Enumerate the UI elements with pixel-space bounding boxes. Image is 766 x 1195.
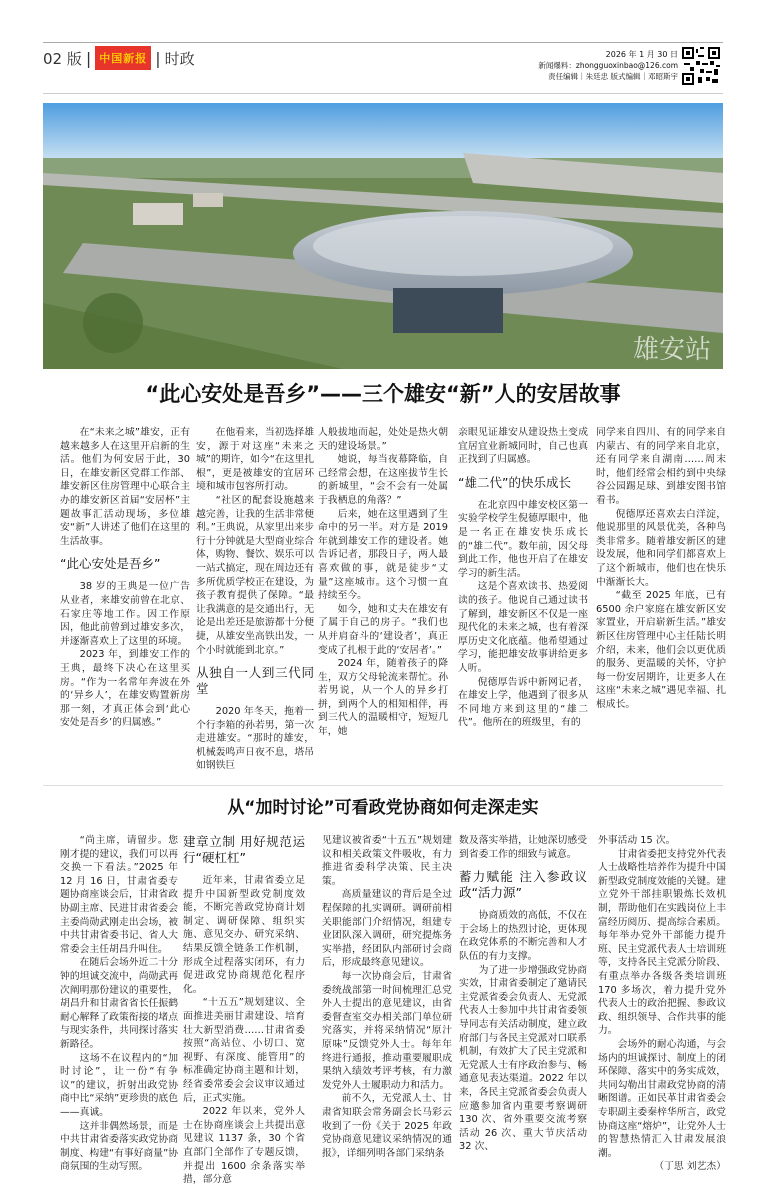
article2-column [60, 834, 178, 1174]
article-1-headline: “此心安处是吾乡”——三个雄安“新”人的安居故事 [145, 382, 621, 406]
article2-column [322, 834, 452, 1160]
article2-column [459, 834, 587, 1154]
section-name: 时政 [164, 49, 195, 68]
paragraph: 在随后会场外近二十分钟的坦诚交流中，尚勋武再次阐明那份建议的重要性，胡昌升和甘肃省省长任振鹤耐心解释了政策衔接的堵点与现实条件，共同探讨落实新路径。 [60, 957, 178, 1050]
paragraph: 前不久，无党派人士、甘肃省知联会常务副会长马彩云收到了一份《关于 2025 年政党协商意见建议采纳情况的通报》，详细列明各部门采纳条 [322, 1093, 452, 1159]
paragraph: “截至 2025 年底，已有 6500 余户家庭在雄安新区安家置业，开启崭新生活。”雄安新区住房管理中心主任陆长明介绍，未来，他们会以更优质的服务、更温暖的关怀，守护每一份安居期许，让更多人在这座“未来之城”遇见幸福、扎根成长。 [596, 590, 726, 710]
paragraph: 见建议被省委“十五五”规划建议和相关政策文件吸收，有力推进省委科学决策、民主决策。 [322, 835, 452, 887]
paragraph: 38 岁的王典是一位广告从业者，来雄安前曾在北京、石家庄等地工作。因工作原因，他此前曾到过雄安多次，并逐渐喜欢上了这里的环境。 [60, 581, 190, 647]
paragraph: 如今，她和丈夫在雄安有了属于自己的房子。“我们也从并肩奋斗的‘建设者’，真正变成了扎根于此的‘安居者’。” [318, 603, 448, 656]
paragraph: 同学来自四川、有的同学来自内蒙古、有的同学来自北京，还有同学来自湖南……周末时，他们经常会相约到中央绿谷公园踢足球、到雄安图书馆看书。 [596, 427, 726, 506]
paragraph: 在“未来之城”雄安，正有越来越多人在这里开启新的生活。他们为何安居于此，30日，在雄安新区党群工作部、雄安新区住房管理中心联合主办的雄安新区首届“安居杯”主题故事汇活动现场，多位雄安“新”人讲述了他们在这里的生活故事。 [60, 427, 190, 547]
tipline: 新闻爆料：zhongguoxinbao@126.com [538, 61, 678, 70]
masthead [43, 46, 195, 70]
page-number: 02 版 [43, 49, 82, 68]
article-1-body [43, 426, 726, 773]
photo-watermark: 雄安站 [633, 335, 712, 365]
paragraph: “社区的配套设施越来越完善，让我的生活非常便利。”王典说，从家里出来步行十分钟就是大型商业综合体，购物、餐饮、娱乐可以一站式搞定，现在周边还有多所优质学校正在建设，为孩子教育提供了保障。“最让我满意的是交通出行，无论是出差还是旅游都十分便捷，从雄安坐高铁出发，一个小时就能到北京。” [196, 494, 314, 656]
paragraph: 这场不在议程内的“加时讨论”，让一份“有争议”的建议，折射出政党协商中比“采纳”更珍贵的底色——真诚。 [60, 1052, 178, 1118]
paragraph: 甘肃省委把支持党外代表人士战略性培养作为提升中国新型政党制度效能的关键。建立党外干部挂职锻炼长效机制，帮助他们在实践岗位上丰富经历阅历、提高综合素质。每年举办党外干部能力提升班、民主党派代表人士培训班等，支持各民主党派分阶段、有重点举办各级各类培训班 170 多场次，着力提升党外代表人士的政治把握、参政议政、组织领导、合作共事的能力。 [598, 848, 726, 1037]
subheading: 建章立制 用好规范运行“硬杠杠” [183, 834, 305, 866]
paragraph: “十五五”规划建议、全面推进美丽甘肃建设、培育壮大新型消费……甘肃省委按照“高站位、小切口、宽视野、有深度、能管用”的标准确定协商主题和计划，经省委常委会会议审议通过后，正式实施。 [183, 997, 305, 1104]
qr-code-icon [682, 47, 720, 85]
byline: （丁思 刘艺杰） [654, 1161, 726, 1173]
articles [43, 380, 726, 1195]
divider: | [85, 48, 92, 68]
edition-info [538, 49, 678, 82]
article2-column [598, 834, 726, 1174]
article2-column [183, 834, 305, 1187]
paragraph: 她说，每当夜幕降临，自己经常会想，在这座拔节生长的新城里，“会不会有一处属于我栖息的角落？” [318, 454, 448, 506]
paragraph: 2022 年以来，党外人士在协商座谈会上共提出意见建议 1137 条，30 个省直部门全部作了专题反馈，并提出 1600 余条落实举措，部分意 [183, 1106, 305, 1186]
paragraph: 倪德厚告诉中新网记者，在雄安上学，他遇到了很多从不同地方来到这里的“雄二代”。他所在的班级里，有的 [458, 676, 588, 729]
paragraph: 这并非偶然场景，而是中共甘肃省委落实政党协商制度、构建“有事好商量”协商氛围的生动写照。 [60, 1120, 178, 1173]
paragraph: 协商质效的高低，不仅在于会场上的热烈讨论，更体现在政党体系的不断完善和人才队伍的有力支撑。 [459, 910, 587, 963]
subheading: 从独自一人到三代同堂 [196, 665, 314, 697]
paragraph: 人般拔地而起，处处是热火朝天的建设场景。” [318, 427, 448, 452]
paragraph: 为了进一步增强政党协商实效，甘肃省委制定了邀请民主党派省委会负责人、无党派代表人士参加中共甘肃省委领导同志有关活动制度，建立政府部门与各民主党派对口联系机制，有效扩大了民主党派和无党派人士有序政治参与、畅通意见表达渠道。2022 年以来，各民主党派省委会负责人应邀参加省内重要考察调研 130 次、省外重要交流考察活动 26 次、重大节庆活动 32 次、 [459, 964, 587, 1153]
paragraph: 在他看来，当初选择雄安，源于对这座“未来之城”的期许，如今“在这里扎根”，更是被雄安的宜居环境和城市包容所打动。 [196, 427, 314, 493]
article-2-body [43, 834, 726, 1187]
header-rule [43, 93, 723, 94]
issue-date: 2026 年 1 月 30 日 [605, 50, 678, 59]
paragraph: 外事活动 15 次。 [598, 835, 676, 847]
news-photo [43, 103, 723, 369]
paragraph: 后来，她在这里遇到了生命中的另一半。对方是 2019 年就到雄安工作的建设者。她告诉记者，那段日子，两人最喜欢做的事，就是徒步“丈量”这座城市。这个习惯一直持续至今。 [318, 508, 448, 602]
paragraph: 近年来，甘肃省委立足提升中国新型政党制度效能，不断完善政党协商计划制定、调研保障、组织实施、意见交办、研究采纳、结果反馈全链条工作机制，形成全过程落实闭环，有力促进政党协商规范化程序化。 [183, 875, 305, 995]
paragraph: 2020 年冬天，拖着一个行李箱的孙若男，第一次走进雄安。“那时的雄安，机械轰鸣声日夜不息，塔吊如钢铁巨 [196, 706, 314, 772]
paragraph: 倪德厚还喜欢去白洋淀，他说那里的风景优美，各种鸟类非常多。随着雄安新区的建设发展，他和同学们都喜欢上了这个新城市，他们也在快乐中渐渐长大。 [596, 508, 726, 588]
paragraph: 2023 年，到雄安工作的王典，最终下决心在这里买房。“作为一名常年奔波在外的‘异乡人’，在雄安购置新房那一刻，才真正体会到‘此心安处是吾乡’的归属感。” [60, 649, 190, 729]
paragraph: 亲眼见证雄安从建设热土变成宜居宜业新城同时，自己也真正找到了归属感。 [458, 427, 588, 466]
subheading: “雄二代”的快乐成长 [458, 474, 571, 490]
paragraph: 2024 年，随着孩子的降生，双方父母轮流来帮忙。孙若男说，从一个人的异乡打拼，到两个人的相知相伴，再到三代人的温暖相守，短短几年，她 [318, 658, 448, 738]
divider: | [155, 48, 161, 68]
paragraph: 这是个喜欢读书、热爱阅读的孩子。他说自己通过读书了解到，雄安新区不仅是一座现代化的未来之城，也有着深厚历史文化底蕴。他希望通过学习，能把雄安故事讲给更多人听。 [458, 581, 588, 674]
paragraph: 会场外的耐心沟通，与会场内的坦诚探讨、制度上的闭环保障、落实中的务实成效，共同勾勒出甘肃政党协商的清晰图谱。正如民革甘肃省委会专职副主委秦梓华所言，政党协商这座“熔炉”，让党外人士的智慧热情汇入甘肃发展浪潮。 [598, 1038, 726, 1159]
paragraph: 在北京四中雄安校区第一实验学校学生倪德厚眼中，他是一名正在雄安快乐成长的“雄二代”。数年前，因父母到此工作，他也开启了在雄安学习的新生活。 [458, 499, 588, 579]
subheading: 蓄力赋能 注入参政议政“活力源” [459, 869, 587, 901]
newspaper-logo: 中国新报 [95, 46, 151, 70]
subheading: “此心安处是吾乡” [60, 556, 161, 572]
top-rule [43, 42, 723, 43]
article1-column [318, 426, 448, 739]
paragraph: “尚主席，请留步。您刚才提的建议，我们可以再交换一下看法。”2025 年 12 月 16 日，甘肃省委专题协商座谈会后，甘肃省政协副主席、民进甘肃省委会主委尚勋武刚走出会场，被中共甘肃省委书记、省人大常委会主任胡昌升叫住。 [60, 835, 178, 955]
paragraph: 高质量建议的背后是全过程保障的扎实调研。调研前相关职能部门介绍情况，组建专业团队深入调研，研究提炼务实举措，经团队内部研讨会商后，形成最终意见建议。 [322, 889, 452, 969]
paragraph: 数及落实举措，让她深切感受到省委工作的细致与诚意。 [459, 835, 587, 860]
article-divider [43, 785, 723, 786]
article-2-headline: 从“加时讨论”可看政党协商如何走深走实 [227, 798, 539, 819]
article1-column [596, 426, 726, 711]
article1-column [458, 426, 588, 730]
editors: 责任编辑｜朱廷忠 版式编辑｜邓昭斯宇 [548, 72, 678, 81]
article1-column [60, 426, 190, 730]
article1-column [196, 426, 314, 773]
paragraph: 每一次协商会后，甘肃省委统战部第一时间梳理汇总党外人士提出的意见建议，由省委督查室交办相关部门单位研究落实，并将采纳情况“原汁原味”反馈党外人士。每年年终进行通报，推动重要履职成果纳入绩效考评考核，有力激发党外人士履职动力和活力。 [322, 971, 452, 1091]
